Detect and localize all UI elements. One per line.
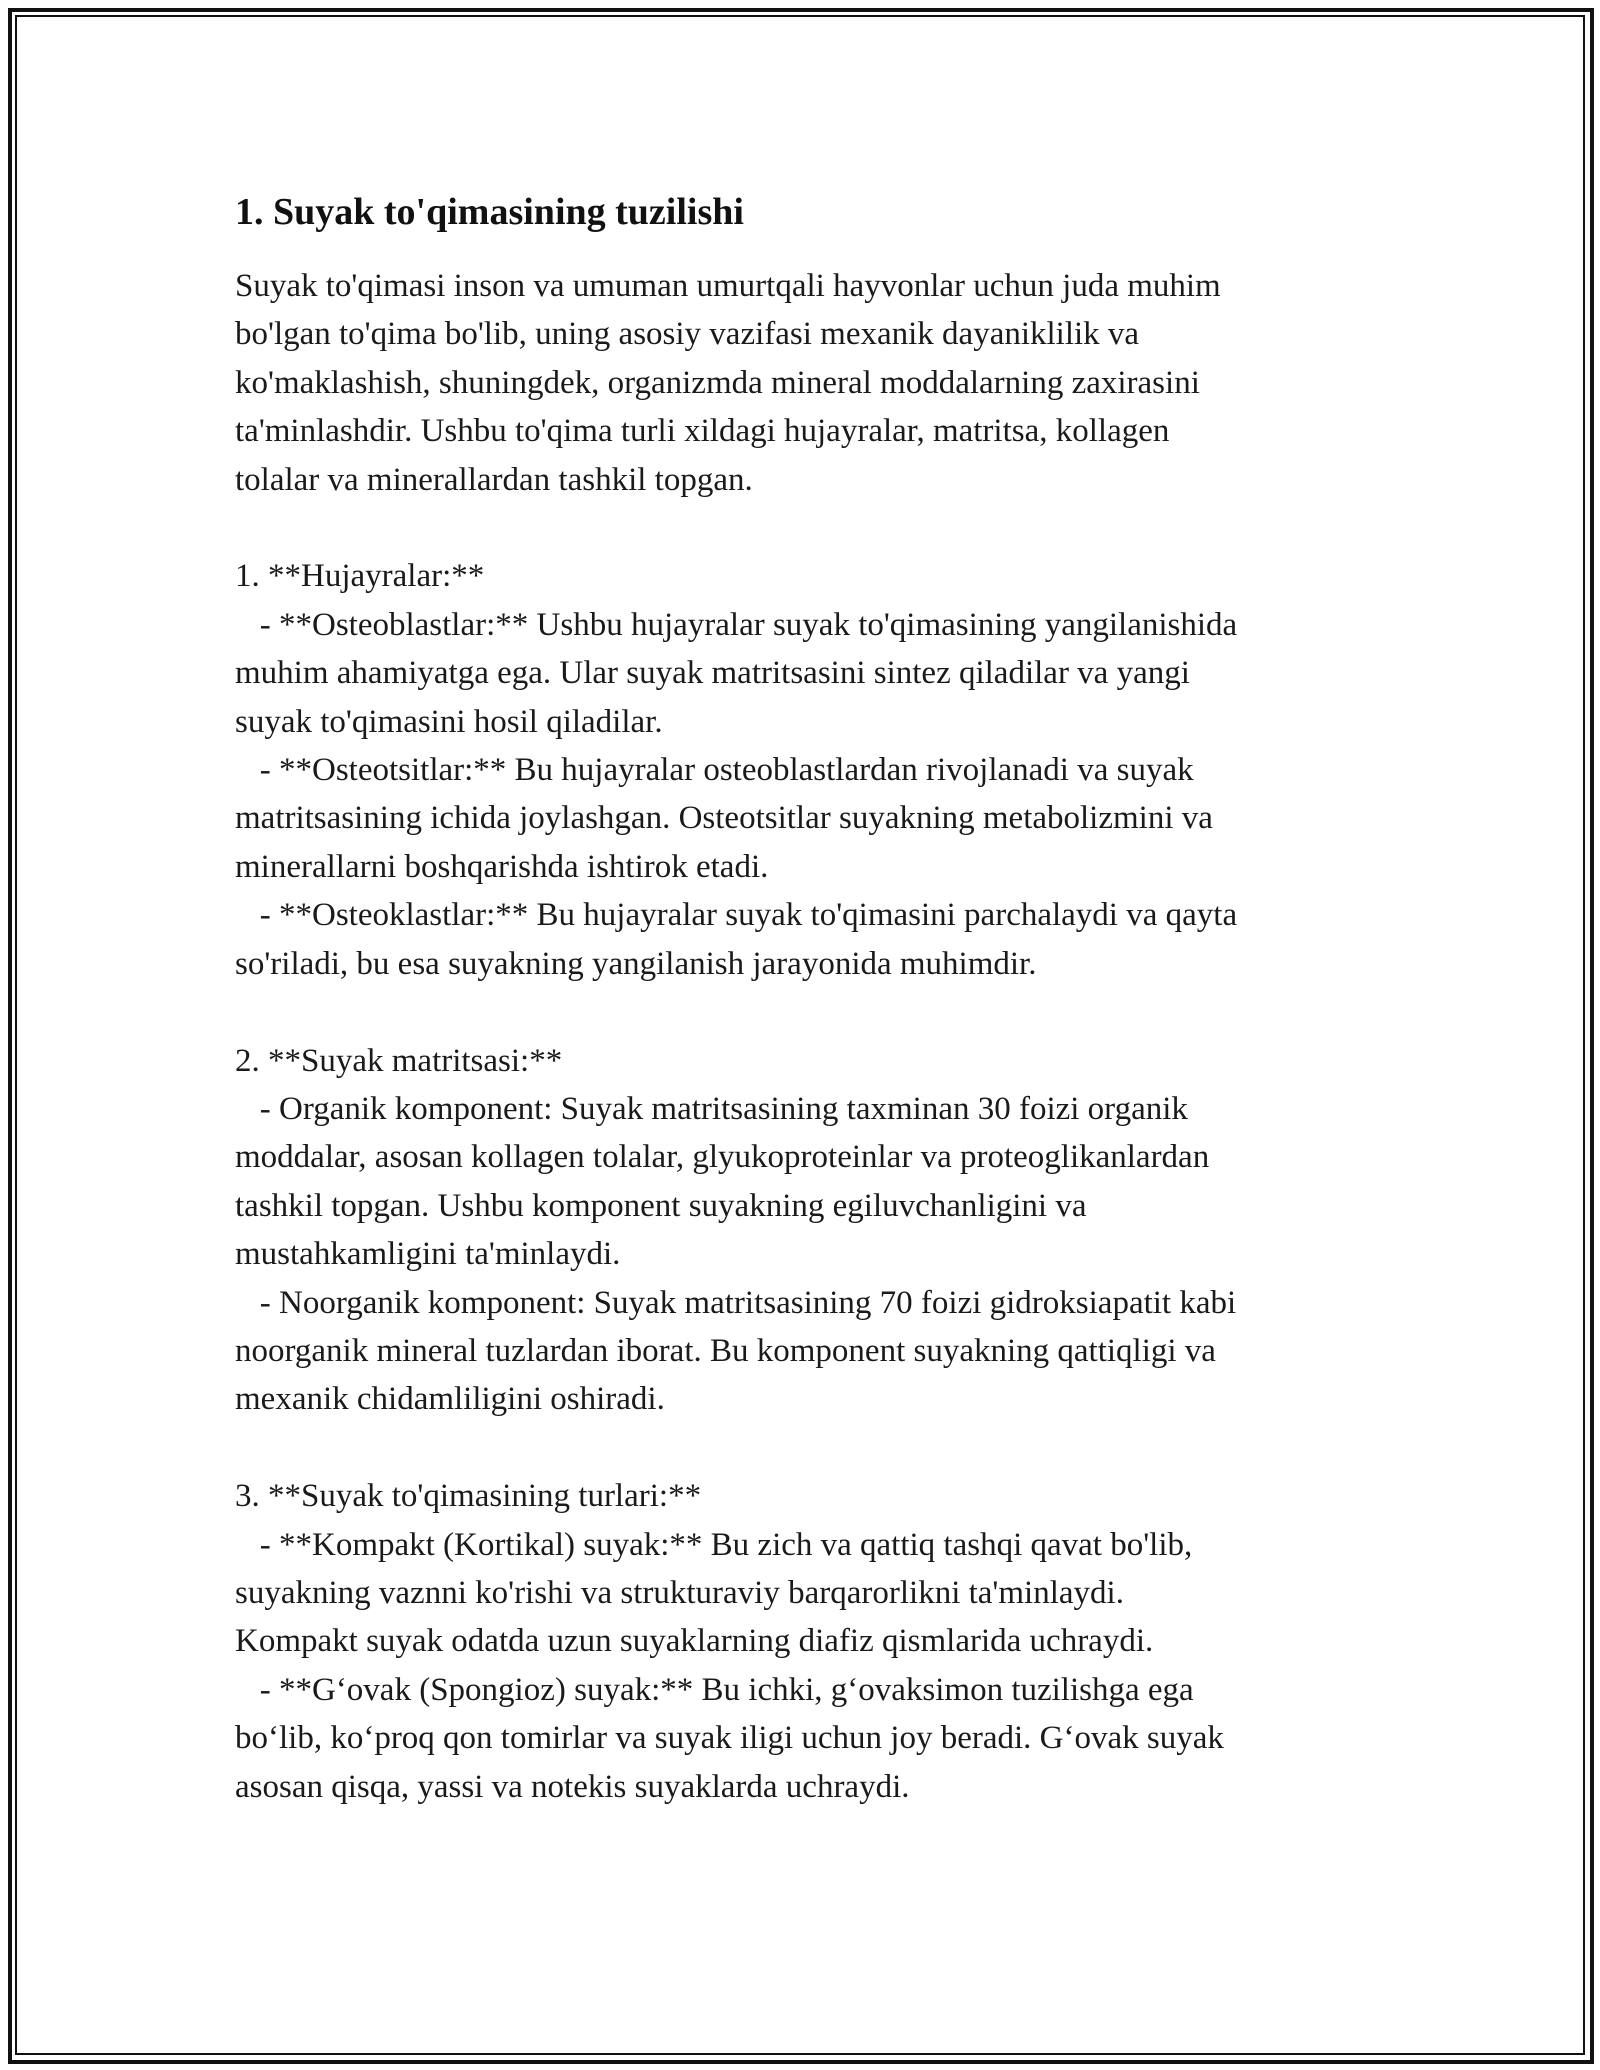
document-body: Suyak to'qimasi inson va umuman umurtqali hayvonlar uchun juda muhim bo'lgan to'qima bo'lib, uning asosiy vazifasi mexanik dayaniklilik va ko'maklashish, shuningdek, organizmda mineral moddalarning zaxirasini ta'minlashdir. Ushbu to'qima turli xildagi hujayralar, matritsa, kollagen tolalar va minerallardan tashkil topgan. 1. **Hujayralar:** - **Osteoblastlar:** Ushbu hujayralar suyak to'qimasining yangilanishida muhim ahamiyatga ega. Ular suyak matritsasini sintez qiladilar va yangi suyak to'qimasini hosil qiladilar. - **Osteotsitlar:** Bu hujayralar osteoblastlardan rivojlanadi va suyak matritsasining ichida joylashgan. Osteotsitlar suyakning metabolizmini va minerallarni boshqarishda ishtirok etadi. - **Osteoklastlar:** Bu hujayralar suyak to'qimasini parchalaydi va qayta so'riladi, bu esa suyakning yangilanish jarayonida muhimdir. 2. **Suyak matritsasi:** - Organik komponent: Suyak matritsasining taxminan 30 foizi organik moddalar, asosan kollagen tolalar, glyukoproteinlar va proteoglikanlardan tashkil topgan. Ushbu komponent suyakning egiluvchanligini va mustahkamligini ta'minlaydi. - Noorganik komponent: Suyak matritsasining 70 foizi gidroksiapatit kabi noorganik mineral tuzlardan iborat. Bu komponent suyakning qattiqligi va mexanik chidamliligini oshiradi. 3. **Suyak to'qimasining turlari:** - **Kompakt (Kortikal) suyak:** Bu zich va qattiq tashqi qavat bo'lib, suyakning vaznni ko'rishi va strukturaviy barqarorlikni ta'minlaydi. Kompakt suyak odatda uzun suyaklarning diafiz qismlarida uchraydi. - **G‘ovak (Spongioz) suyak:** Bu ichki, g‘ovaksimon tuzilishga ega bo‘lib, ko‘proq qon tomirlar va suyak iligi uchun joy beradi. G‘ovak suyak asosan qisqa, yassi va notekis suyaklarda uchraydi. — [235, 268, 1238, 1805]
document-title: 1. Suyak to'qimasining tuzilishi — [235, 191, 744, 233]
document-content — [235, 186, 1375, 1811]
